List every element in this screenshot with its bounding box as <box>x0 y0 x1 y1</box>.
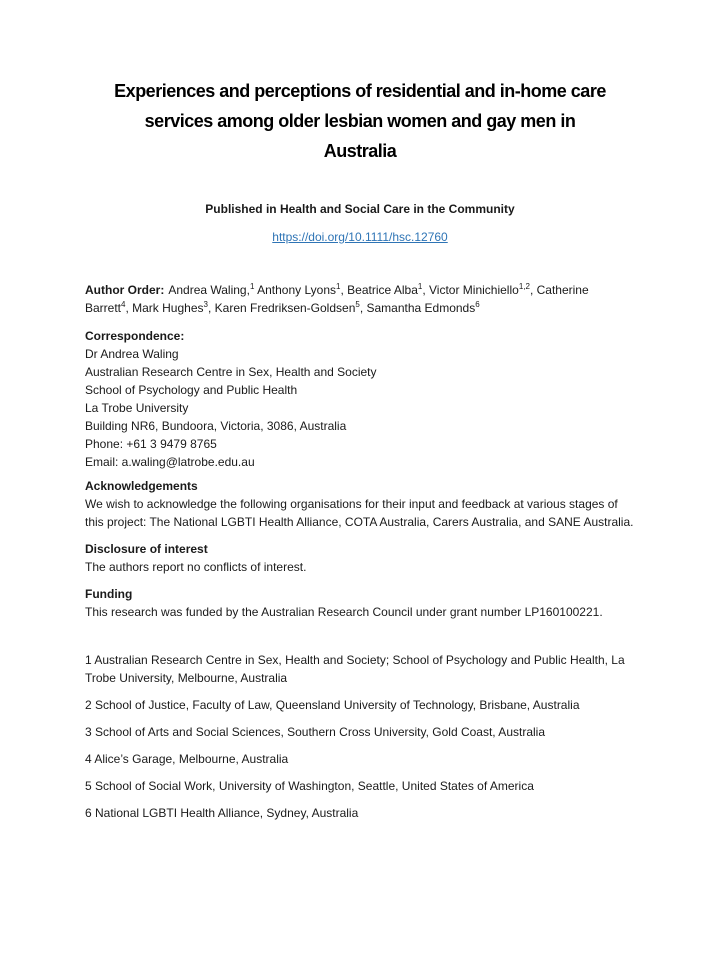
author-entry <box>347 283 429 297</box>
disclosure-heading: Disclosure of interest <box>85 542 208 556</box>
author-entry <box>257 283 347 297</box>
affiliation-item: 2 School of Justice, Faculty of Law, Queensland University of Technology, Brisbane, Australia <box>85 698 580 712</box>
published-line: Published in Health and Social Care in the Community <box>205 202 515 216</box>
author-affiliation-superscript: 1,2 <box>518 282 530 291</box>
affiliation-item: 4 Alice’s Garage, Melbourne, Australia <box>85 752 289 766</box>
page-title-line: Australia <box>323 141 397 161</box>
author-affiliation-superscript: 1 <box>417 282 423 291</box>
author-entry <box>429 283 537 297</box>
author-entry <box>132 301 215 315</box>
author-entry <box>215 301 367 315</box>
author-affiliation-superscript: 6 <box>475 300 480 309</box>
funding-body: This research was funded by the Australian Research Council under grant number LP160100221. <box>85 605 603 619</box>
correspondence-line: Phone: +61 3 9479 8765 <box>85 437 217 451</box>
author-name: Victor Minichiello <box>429 283 519 297</box>
affiliation-item: 6 National LGBTI Health Alliance, Sydney, Australia <box>85 806 359 820</box>
affiliation-item: 5 School of Social Work, University of Washington, Seattle, United States of America <box>85 779 534 793</box>
author-separator: , <box>125 301 133 315</box>
author-order <box>85 281 635 317</box>
page-title <box>85 76 635 166</box>
author-entry <box>367 301 480 315</box>
author-affiliation-superscript: 1 <box>336 282 341 291</box>
funding-section <box>85 585 635 621</box>
author-separator: , <box>422 283 429 297</box>
correspondence-line: School of Psychology and Public Health <box>85 383 298 397</box>
author-separator: , <box>529 283 537 297</box>
author-affiliation-superscript: 3 <box>203 300 208 309</box>
affiliations-list <box>85 651 635 822</box>
author-separator: , <box>340 283 348 297</box>
correspondence-lines <box>85 345 635 471</box>
correspondence-section <box>85 327 635 471</box>
author-affiliation-superscript: 4 <box>121 300 126 309</box>
author-name: Samantha Edmonds <box>366 301 476 315</box>
disclosure-body: The authors report no conflicts of interest. <box>85 560 307 574</box>
doi-link[interactable]: https://doi.org/10.1111/hsc.12760 <box>272 230 448 244</box>
acknowledgements-section <box>85 477 635 531</box>
author-name: Mark Hughes <box>132 301 204 315</box>
page-title-line: services among older lesbian women and gay men in <box>144 111 576 131</box>
author-affiliation-superscript: 5 <box>355 300 360 309</box>
correspondence-line: Building NR6, Bundoora, Victoria, 3086, Australia <box>85 419 347 433</box>
correspondence-line: Australian Research Centre in Sex, Health and Society <box>85 365 377 379</box>
acknowledgements-body: We wish to acknowledge the following organisations for their input and feedback at various stages of this project: The National LGBTI Health Alliance, COTA Australia, Carers Australia, and SANE Australia. <box>85 497 634 529</box>
author-separator: , <box>207 301 215 315</box>
author-order-label: Author Order: <box>85 283 165 297</box>
author-name: Karen Fredriksen-Goldsen <box>214 301 356 315</box>
author-affiliation-superscript: 1 <box>249 282 255 291</box>
author-separator: , <box>359 301 367 315</box>
affiliation-item: 1 Australian Research Centre in Sex, Health and Society; School of Psychology and Public Health, La Trobe University, Melbourne, Australia <box>85 653 625 685</box>
correspondence-heading: Correspondence: <box>85 329 185 343</box>
author-name: Anthony Lyons <box>257 283 337 297</box>
page-title-line: Experiences and perceptions of residential and in-home care <box>114 81 606 101</box>
correspondence-line: La Trobe University <box>85 401 189 415</box>
affiliation-item: 3 School of Arts and Social Sciences, Southern Cross University, Gold Coast, Australia <box>85 725 545 739</box>
funding-heading: Funding <box>85 587 133 601</box>
doi-line <box>85 228 635 246</box>
author-name: Andrea Waling, <box>168 283 250 297</box>
author-name: Catherine Barrett <box>85 283 589 315</box>
disclosure-section <box>85 540 635 576</box>
correspondence-line: Email: a.waling@latrobe.edu.au <box>85 455 255 469</box>
author-name: Beatrice Alba <box>347 283 418 297</box>
author-entry <box>168 283 257 297</box>
acknowledgements-heading: Acknowledgements <box>85 479 198 493</box>
correspondence-line: Dr Andrea Waling <box>85 347 179 361</box>
